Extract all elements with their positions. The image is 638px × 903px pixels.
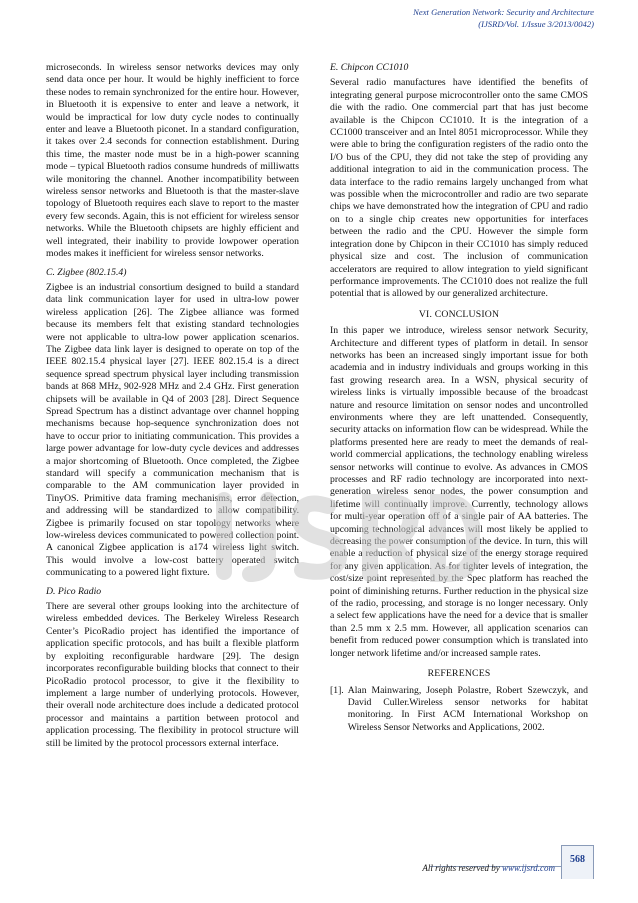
section-heading-chipcon: E. Chipcon CC1010	[330, 62, 409, 73]
reference-item	[330, 685, 588, 735]
left-column	[46, 62, 299, 754]
header-title: Next Generation Network: Security and Architecture	[413, 7, 594, 17]
header-volume: (IJSRD/Vol. 1/Issue 3/2013/0042)	[478, 19, 594, 29]
paragraph-conclusion: In this paper we introduce, wireless sensor network Security, Architecture and different types of platform in detail. In sensor networks has been an increased singly important issue for both academia and in industry individuals and groups working in this fast growing research area. In a WSN, physical security of wireless links is virtually impossible because of the broadcast nature and resource limitation on sensor nodes and uncontrolled environments where they are left unattended. Consequently, security attacks on information flow can be widespread. While the platforms presented here are ready to meet the demands of real-world commercial applications, the technology enabling wireless sensor networks will continue to evolve. As advances in CMOS processes and RF radio technology are incorporated into next-generation wireless senor nodes, the power consumption and lifetime will continually improve. Currently, technology allows for multi-year operation off of a single pair of AA batteries. The upcoming technological advances will most likely be applied to decreasing the power consumption of the device. In turn, this will enable a reduction of physical size of the energy storage required for any given application. As for tighter levels of integration, the cost/size point represented by the Spec platform has reached the point of diminishing returns. Further reduction in the physical size of the radio, processing, and storage is no longer necessary. Only a select few applications have the need for a device that is smaller than 2.5 mm x 2.5 mm. However, all application scenarios can benefit from reduced power consumption which is translated into longer network lifetime and/or increased sample rates.	[330, 325, 588, 659]
site-link[interactable]: www.ijsrd.com	[501, 863, 555, 873]
section-heading-zigbee: C. Zigbee (802.15.4)	[46, 266, 127, 278]
paragraph-zigbee: Zigbee is an industrial consortium designed to build a standard data link communication layer for used in ultra-low power wireless application [26]. The Zigbee alliance was formed because its members felt that existing standard technologies were not applicable to ultra-low power application scenarios. The Zigbee data link layer is designed to operate on top of the IEEE 802.15.4 physical layer [27]. IEEE 802.15.4 is a direct sequence spread spectrum physical layer including transmission bands at 868 MHz, 902-928 MHz and 2.4 GHz. First generation chipsets will be available in Q4 of 2003 [28]. Direct Sequence Spread Spectrum has a distinct advantage over channel hopping mechanisms because hop-sequence synchronization does not have to occur prior to initiating communication. This provides a large power advantage for low-duty cycle devices and addresses a major shortcoming of Bluetooth. Once completed, the Zigbee standard will specify a communication mechanism that is comparable to the AM communication layer provided in TinyOS. Primitive data framing mechanisms, error detection, and addressing will be standardized to allow compatibility. Zigbee is primarily focused on star topology networks where low-wireless devices communicated to powered collection point. A canonical Zigbee application is a174 wireless light switch. This would involve a low-cost battery operated switch communicating to a powered light fixture.	[46, 281, 299, 579]
reference-text: Alan Mainwaring, Joseph Polastre, Robert Szewczyk, and David Culler.Wireless sensor networks for habitat monitoring. In First ACM International Workshop on Wireless Sensor Networks and Applications, 2002.	[347, 684, 588, 733]
rights-text: All rights reserved by	[422, 863, 502, 873]
running-header	[413, 6, 594, 30]
references-heading: REFERENCES	[427, 668, 491, 680]
reference-number: [1].	[330, 684, 344, 696]
footer-rights	[422, 863, 555, 873]
page-footer	[422, 845, 594, 879]
paragraph-chipcon: Several radio manufactures have identified the benefits of integrating general purpose microcontroller onto the same CMOS die with the radio. One commercial part that has just become available is the Chipcon CC1010. It is the integration of a CC1000 transceiver and an Intel 8051 microprocessor. While they were able to bring the configuration registers of the radio onto the I/O bus of the CPU, they did not take the step of providing any additional integration to aid in the communication process. The data interface to the radio remains largely unchanged from what was possible when the microcontroller and radio are two separate chips we have demonstrated how the integration of CPU and radio on to a single chip creates new opportunities for interfaces between the radio and the CPU. However the simple form integration done by Chipcon in their CC1010 has simply reduced physical size and cost. The inclusion of communication accelerators are required to allow integration to yield significant performance improvements. The CC1010 does not realize the full potential that is allowed by our generalized architecture.	[330, 77, 588, 300]
paragraph-bluetooth-cont: microseconds. In wireless sensor networks devices may only send data once per hour. It would be highly inefficient to force these nodes to remain synchronized for the entire hour. However, in Bluetooth it is expensive to enter and leave a network, it would be impractical for low duty cycle nodes to continually enter and leave a Bluetooth piconet. In a standard configuration, it takes over 2.4 seconds for connection establishment. During this time, the master node must be in a high-power scanning mode – typical Bluetooth radios consume hundreds of milliwatts wile monitoring the channel. Another incompatibility between wireless sensor networks and Bluetooth is that the master-slave topology of Bluetooth requires each slave to report to the master every few seconds. Again, this is not efficient for wireless sensor networks. While the Bluetooth chipsets are highly efficient and well integrated, their inability to provide lowpower operation modes makes it inefficient for wireless sensor networks.	[46, 62, 299, 260]
right-column	[330, 62, 588, 734]
page-number: 568	[561, 845, 594, 879]
paragraph-pico-radio: There are several other groups looking into the architecture of wireless embedded devices. The Berkeley Wireless Research Center’s PicoRadio project has identified the importance of application specific protocols, and has built a flexible platform by exploiting reconfigurable hardware [29]. The design incorporates reconfigurable building blocks that connect to their PicoRadio protocol processor, to give it the flexibility to implement a large number of underlying protocols. However, their overall node architecture does include a dedicated protocol processor and maintains a partition between protocol and application processing. The flexibility in protocol structure will still be limited by the protocol processors external interface.	[46, 601, 299, 749]
section-heading-pico-radio: D. Pico Radio	[46, 585, 102, 597]
conclusion-heading: VI. CONCLUSION	[418, 308, 500, 320]
